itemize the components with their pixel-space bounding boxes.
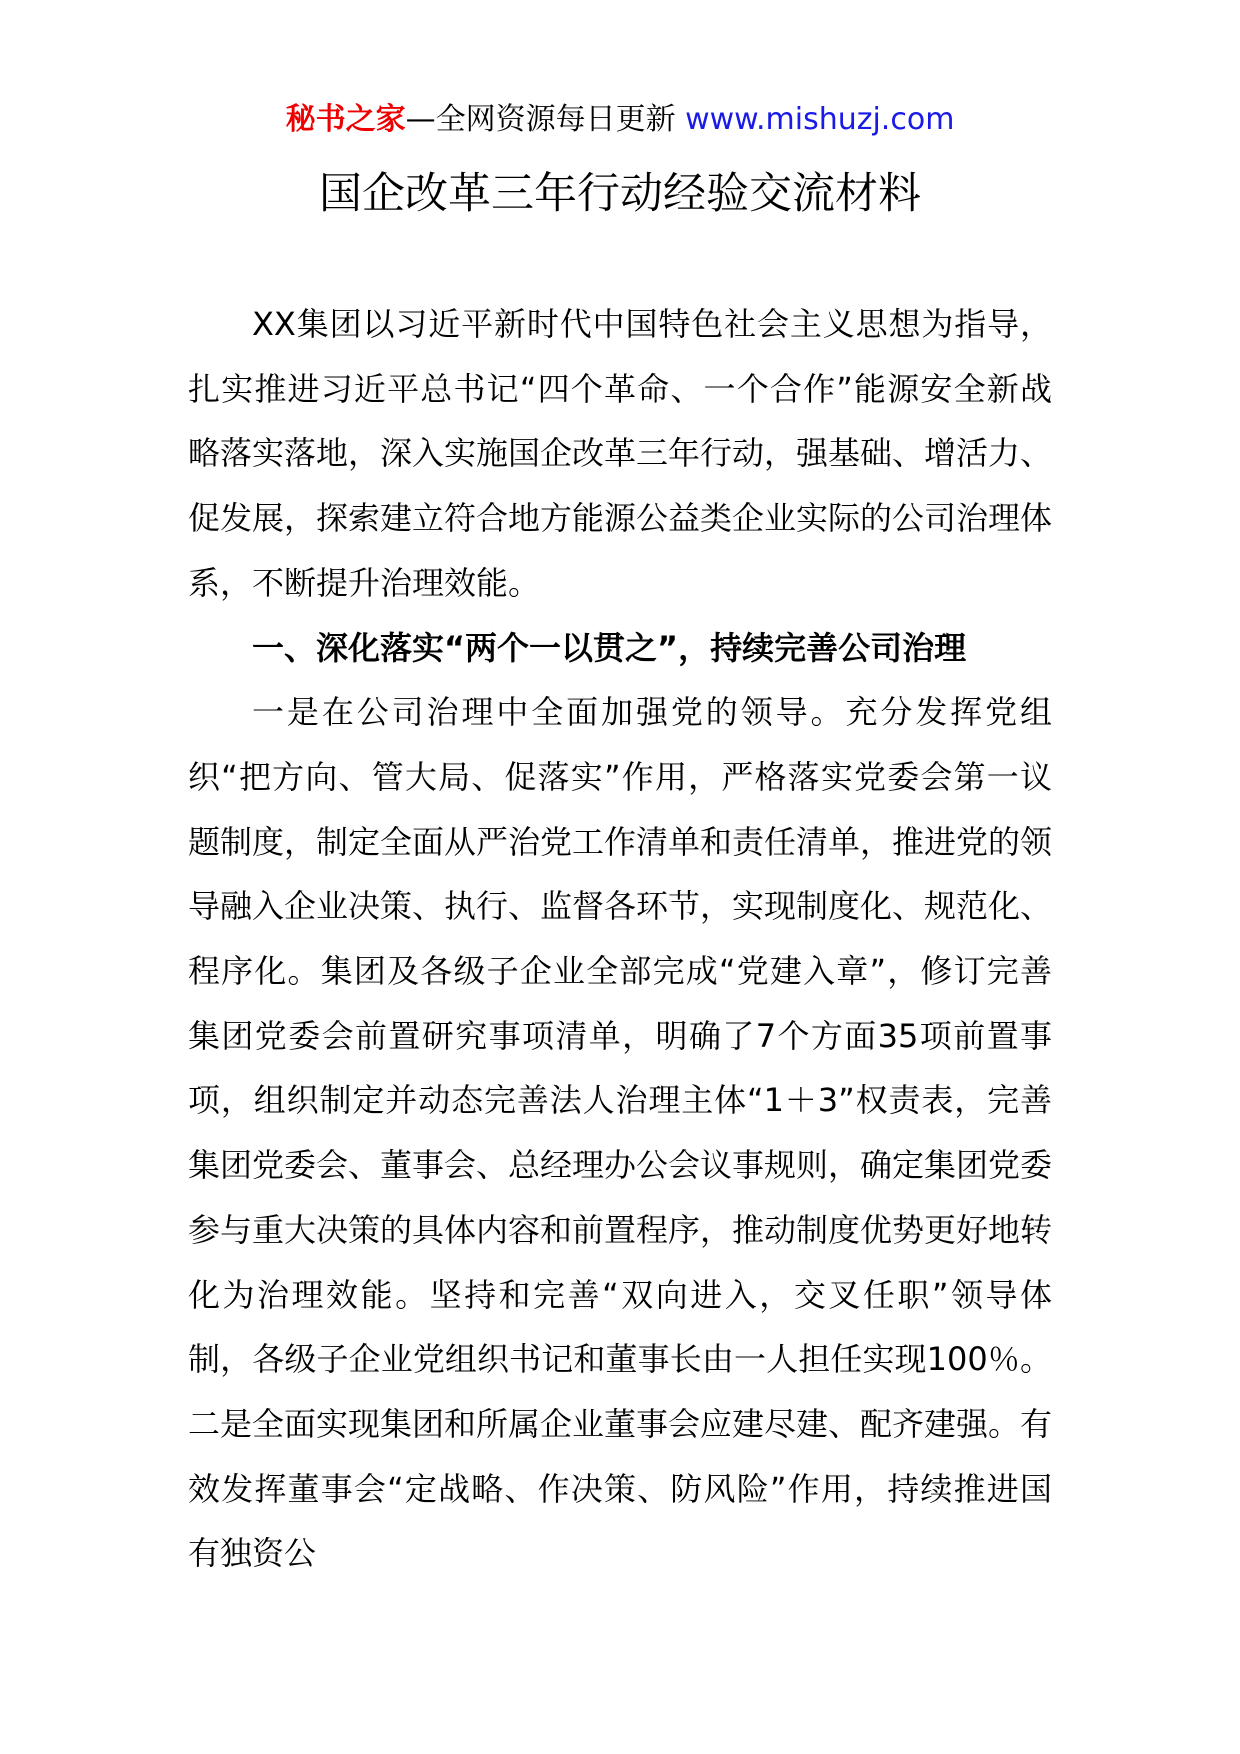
body-paragraph: 一是在公司治理中全面加强党的领导。充分发挥党组织“把方向、管大局、促落实”作用，严格落实党委会第一议题制度，制定全面从严治党工作清单和责任清单，推进党的领导融入企业决策、执行、监督各环节，实现制度化、规范化、程序化。集团及各级子企业全部完成“党建入章”，修订完善集团党委会前置研究事项清单，明确了7个方面35项前置事项，组织制定并动态完善法人治理主体“1＋3”权责表，完善集团党委会、董事会、总经理办公会议事规则，确定集团党委参与重大决策的具体内容和前置程序，推动制度优势更好地转化为治理效能。坚持和完善“双向进入，交叉任职”领导体制，各级子企业党组织书记和董事长由一人担任实现100％。二是全面实现集团和所属企业董事会应建尽建、配齐建强。有效发挥董事会“定战略、作决策、防风险”作用，持续推进国有独资公 — [188, 693, 1053, 1573]
section-heading: 一、深化落实“两个一以贯之”，持续完善公司治理 — [252, 628, 967, 667]
intro-paragraph: XX集团以习近平新时代中国特色社会主义思想为指导，扎实推进习近平总书记“四个革命、一个合作”能源安全新战略落实落地，深入实施国企改革三年行动，强基础、增活力、促发展，探索建立符合地方能源公益类企业实际的公司治理体系，不断提升治理效能。 — [188, 305, 1053, 602]
header-tagline: —全网资源每日更新 — [405, 102, 676, 137]
site-header — [0, 100, 1240, 140]
document-body — [188, 292, 1052, 1586]
document-title: 国企改革三年行动经验交流材料 — [319, 169, 921, 219]
brand-name: 秘书之家 — [285, 102, 406, 137]
site-url: www.mishuzj.com — [675, 102, 955, 137]
